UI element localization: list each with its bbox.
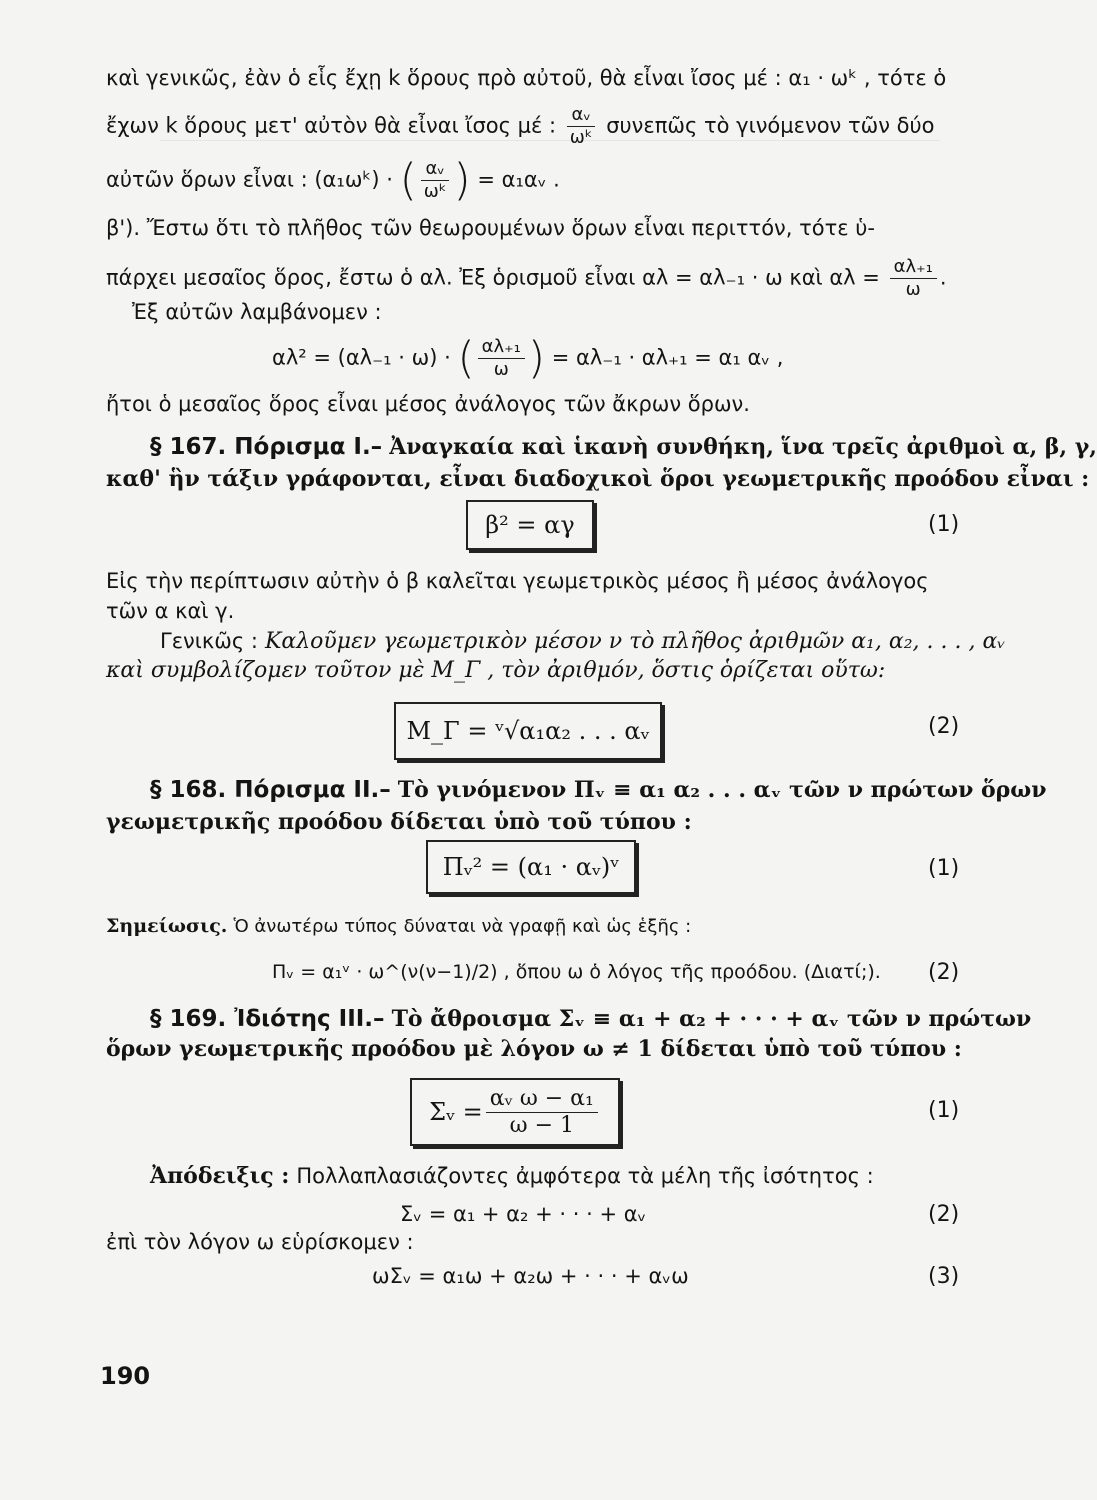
section-heading [150, 776, 1047, 805]
section-heading [150, 1005, 1031, 1034]
numerator: αλ₊₁ [478, 336, 525, 359]
formula-box: β² = αγ [466, 500, 594, 550]
fraction [486, 1086, 598, 1139]
equation-number: (2) [928, 960, 960, 985]
paren-open: ( [457, 332, 475, 384]
section-text-line: ὅρων γεωμετρικῆς προόδου μὲ λόγον ω ≠ 1 δίδεται ὑπὸ τοῦ τύπου : [106, 1036, 962, 1062]
text-line: ἤτοι ὁ μεσαῖος ὅρος εἶναι μέσος ἀνάλογος τῶν ἄκρων ὅρων. [106, 392, 750, 416]
section-text: Ἀναγκαία καὶ ἱκανὴ συνθήκη, ἵνα τρεῖς ἀριθμοὶ α, β, γ, [389, 434, 1097, 460]
note-label: Σημείωσις. [106, 915, 228, 937]
fraction [420, 158, 451, 203]
equation-number: (2) [928, 1202, 960, 1227]
equation-number: (3) [928, 1264, 960, 1289]
text-line [160, 627, 1006, 656]
text-fragment: = αλ₋₁ · αλ₊₁ = α₁ αᵥ , [551, 345, 784, 370]
paren-open: ( [399, 154, 417, 206]
fraction [890, 256, 937, 301]
denominator: ωᵏ [569, 127, 593, 148]
numerator: αᵥ [421, 158, 448, 181]
numerator: αᵥ ω − α₁ [486, 1086, 598, 1113]
text-fragment: πάρχει μεσαῖος ὅρος, ἔστω ὁ αλ. Ἐξ ὁρισμοῦ εἶναι αλ = αλ₋₁ · ω καὶ αλ = [106, 265, 880, 290]
section-text: Τὸ ἄθροισμα Σᵥ ≡ α₁ + α₂ + · · · + αᵥ τῶν ν πρώτων [391, 1006, 1032, 1032]
text-line: πάρχει μεσαῖος ὅρος, ἔστω ὁ αλ. Ἐξ ὁρισμοῦ εἶναι αλ = αλ₋₁ · ω καὶ αλ = $\frac{\text{αλ₊₁}}{\omega}$ . [106, 256, 947, 300]
equation: Σᵥ = α₁ + α₂ + · · · + αᵥ [400, 1202, 647, 1226]
section-title: § 167. Πόρισμα Ι.– [150, 434, 383, 460]
equation-number: (1) [928, 512, 960, 537]
proof-label: Ἀπόδειξις : [150, 1163, 290, 1189]
text-fragment: Καλοῦμεν γεωμετρικὸν μέσον ν τὸ πλῆθος ἀριθμῶν α₁, α₂, . . . , αᵥ [264, 629, 1006, 654]
text-line: β'). Ἔστω ὅτι τὸ πλῆθος τῶν θεωρουμένων ὅρων εἶναι περιττόν, τότε ὑ- [106, 216, 876, 240]
text-line [106, 912, 691, 941]
text-line: τῶν α καὶ γ. [106, 599, 235, 623]
page-number: 190 [100, 1362, 151, 1390]
proof-text: Πολλαπλασιάζοντες ἀμφότερα τὰ μέλη τῆς ἰσότητος : [296, 1164, 874, 1188]
numerator: αλ₊₁ [890, 256, 937, 279]
section-title: § 169. Ἰδιότης ΙΙΙ.– [150, 1006, 385, 1032]
text-line [106, 154, 560, 206]
equation [272, 332, 784, 384]
text-fragment: = α₁αᵥ . [477, 167, 560, 192]
text-fragment: ἔχων k ὅρους μετ' αὐτὸν θὰ εἶναι ἴσος μέ : [106, 113, 557, 138]
text-fragment: αλ² = (αλ₋₁ · ω) · [272, 345, 451, 370]
text-fragment: συνεπῶς τὸ γινόμενον τῶν δύο [606, 113, 935, 138]
formula-box: Μ_Γ = ᵛ√α₁α₂ . . . αᵥ [394, 702, 662, 760]
equation-number: (2) [928, 714, 960, 739]
equation: ωΣᵥ = α₁ω + α₂ω + · · · + αᵥω [372, 1264, 689, 1288]
numerator: αᵥ [567, 104, 594, 127]
formula-box: Πᵥ² = (α₁ · αᵥ)ᵛ [426, 840, 636, 894]
text-line: Ἐξ αὐτῶν λαμβάνομεν : [132, 300, 382, 324]
paren-close: ) [453, 154, 471, 206]
fraction [478, 336, 525, 381]
denominator: ω [905, 279, 921, 300]
note-text: Ὁ ἀνωτέρω τύπος δύναται νὰ γραφῇ καὶ ὡς ἑξῆς : [233, 916, 692, 937]
formula-box [410, 1078, 620, 1146]
denominator: ωᵏ [423, 181, 447, 202]
equation: Πᵥ = α₁ᵛ · ω^(ν(ν−1)/2) , ὅπου ω ὁ λόγος τῆς προόδου. (Διατί;). [272, 961, 881, 983]
text-line [150, 1162, 874, 1191]
section-title: § 168. Πόρισμα ΙΙ.– [150, 777, 391, 803]
denominator: ω − 1 [509, 1112, 574, 1138]
text-fragment: αὐτῶν ὅρων εἶναι : (α₁ωᵏ) · [106, 167, 393, 192]
denominator: ω [493, 359, 509, 380]
section-text-line: γεωμετρικῆς προόδου δίδεται ὑπὸ τοῦ τύπου : [106, 809, 692, 835]
section-text: Τὸ γινόμενον Πᵥ ≡ α₁ α₂ . . . αᵥ τῶν ν πρώτων ὅρων [397, 777, 1047, 803]
fraction [566, 104, 597, 149]
paren-close: ) [527, 332, 546, 384]
text-line [106, 104, 934, 149]
section-text-line: καθ' ἣν τάξιν γράφονται, εἶναι διαδοχικοὶ ὅροι γεωμετρικῆς προόδου εἶναι : [106, 466, 1090, 492]
text-line: Εἰς τὴν περίπτωσιν αὐτὴν ὁ β καλεῖται γεωμετρικὸς μέσος ἢ μέσος ἀνάλογος [106, 569, 929, 593]
text-fragment: Γενικῶς : [160, 629, 258, 653]
section-heading [150, 433, 1097, 462]
text-line: καὶ γενικῶς, ἐὰν ὁ εἷς ἔχῃ k ὅρους πρὸ αὐτοῦ, θὰ εἶναι ἴσος μέ : α₁ · ωᵏ , τότε ὁ [106, 66, 947, 90]
text-line: ἐπὶ τὸν λόγον ω εὑρίσκομεν : [106, 1230, 414, 1254]
formula-lhs: Σᵥ = [429, 1098, 483, 1126]
equation-number: (1) [928, 856, 960, 881]
equation-number: (1) [928, 1098, 960, 1123]
text-line: καὶ συμβολίζομεν τοῦτον μὲ Μ_Γ , τὸν ἀριθμόν, ὅστις ὁρίζεται οὕτω: [106, 658, 886, 683]
